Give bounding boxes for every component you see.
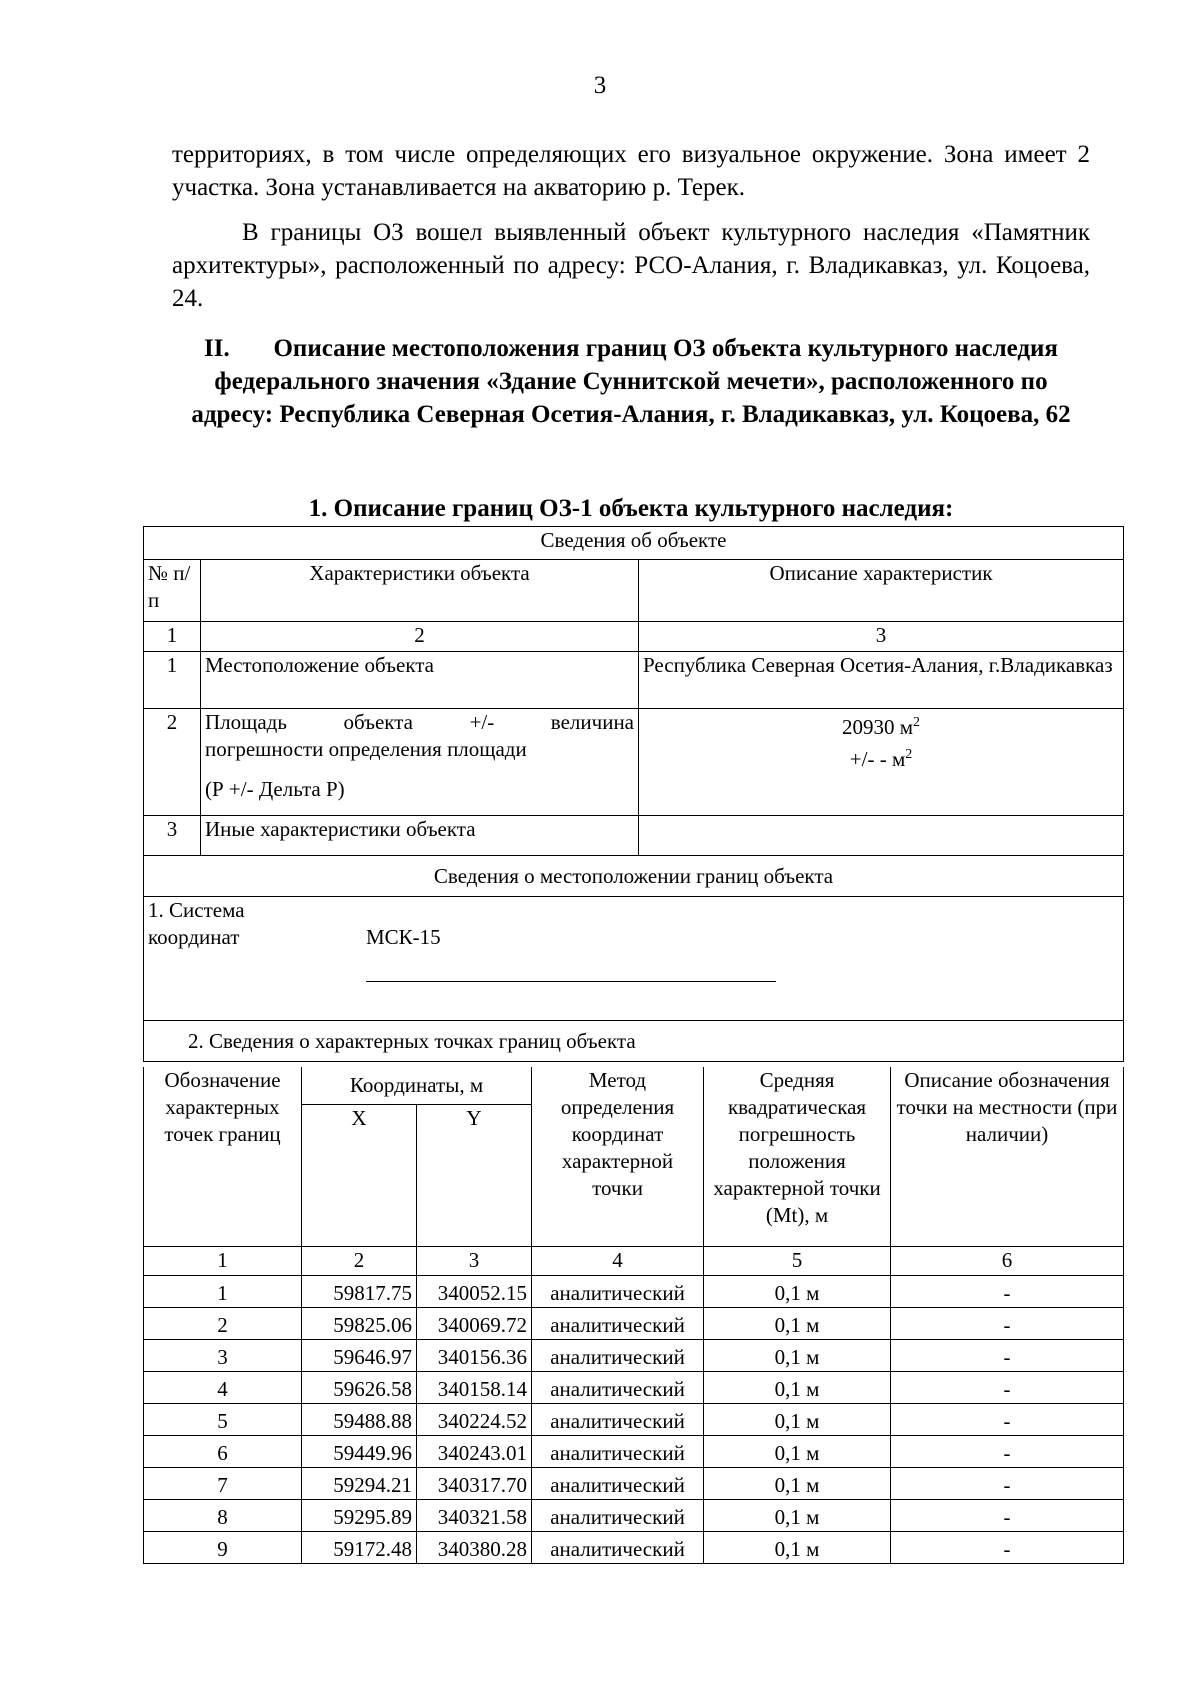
header-num: № п/п xyxy=(144,560,201,622)
object-info-caption: Сведения об объекте xyxy=(144,527,1124,560)
point-number: 7 xyxy=(144,1467,302,1499)
point-method: аналитический xyxy=(532,1307,704,1339)
coordinate-system-cell xyxy=(144,897,1124,1021)
points-body xyxy=(144,1275,1124,1563)
point-method: аналитический xyxy=(532,1339,704,1371)
point-x: 59626.58 xyxy=(302,1371,417,1403)
area-value: 20930 м xyxy=(841,715,914,739)
point-y: 340052.15 xyxy=(417,1275,532,1307)
intro-paragraph-2: В границы ОЗ вошел выявленный объект культурного наследия «Памятник архитектуры», расположенный по адресу: РСО-Алания, г. Владикавказ, ул. Коцоева, 24. xyxy=(172,219,1090,312)
point-error: 0,1 м xyxy=(704,1499,891,1531)
coord-system-underline xyxy=(366,951,776,982)
row-num: 1 xyxy=(144,652,201,709)
coord-system-label-1: 1. Система xyxy=(148,898,245,922)
point-description: - xyxy=(891,1467,1124,1499)
point-x: 59295.89 xyxy=(302,1499,417,1531)
header-characteristics: Характеристики объекта xyxy=(201,560,639,622)
point-number: 9 xyxy=(144,1531,302,1563)
point-description: - xyxy=(891,1499,1124,1531)
row-characteristic: Местоположение объекта xyxy=(201,652,639,709)
section-title-text: Описание местоположения границ ОЗ объекта культурного наследия федерального значения «Здание Суннитской мечети», расположенного по адресу: Республика Северная Осетия-Алания, г. Владикавказ, ул. Коцоева, 62 xyxy=(191,335,1071,428)
col-number: 4 xyxy=(532,1246,704,1275)
point-error: 0,1 м xyxy=(704,1275,891,1307)
point-number: 6 xyxy=(144,1435,302,1467)
point-y: 340321.58 xyxy=(417,1499,532,1531)
point-method: аналитический xyxy=(532,1371,704,1403)
header-method: Метод определения координат характерной точки xyxy=(532,1067,704,1246)
header-designation: Обозначение характерных точек границ xyxy=(144,1067,302,1246)
col-number: 5 xyxy=(704,1246,891,1275)
point-method: аналитический xyxy=(532,1435,704,1467)
header-coordinates: Координаты, м xyxy=(302,1067,532,1104)
point-error: 0,1 м xyxy=(704,1339,891,1371)
area-line-1: Площадь объекта +/- величина xyxy=(205,710,634,734)
table-row xyxy=(144,1339,1124,1371)
point-y: 340380.28 xyxy=(417,1531,532,1563)
point-method: аналитический xyxy=(532,1403,704,1435)
table-row xyxy=(144,1307,1124,1339)
point-error: 0,1 м xyxy=(704,1435,891,1467)
point-error: 0,1 м xyxy=(704,1531,891,1563)
area-line-2: погрешности определения площади xyxy=(205,737,527,761)
points-table xyxy=(143,1067,1124,1564)
point-description: - xyxy=(891,1435,1124,1467)
point-description: - xyxy=(891,1531,1124,1563)
point-error: 0,1 м xyxy=(704,1307,891,1339)
point-number: 2 xyxy=(144,1307,302,1339)
point-x: 59488.88 xyxy=(302,1403,417,1435)
point-x: 59172.48 xyxy=(302,1531,417,1563)
table-row xyxy=(144,1371,1124,1403)
point-description: - xyxy=(891,1339,1124,1371)
point-description: - xyxy=(891,1275,1124,1307)
point-number: 1 xyxy=(144,1275,302,1307)
intro-paragraph-1: территориях, в том числе определяющих его визуальное окружение. Зона имеет 2 участка. Зона устанавливается на акваторию р. Терек. xyxy=(172,141,1090,201)
point-y: 340317.70 xyxy=(417,1467,532,1499)
point-x: 59294.21 xyxy=(302,1467,417,1499)
header-point-description: Описание обозначения точки на местности (при наличии) xyxy=(891,1067,1124,1246)
table-row xyxy=(144,1467,1124,1499)
header-error: Средняя квадратическая погрешность положения характерной точки (Mt), м xyxy=(704,1067,891,1246)
point-number: 5 xyxy=(144,1403,302,1435)
point-x: 59646.97 xyxy=(302,1339,417,1371)
area-unit-sup: 2 xyxy=(913,715,921,730)
area-line-3: (Р +/- Дельта Р) xyxy=(205,777,345,801)
point-number: 3 xyxy=(144,1339,302,1371)
table-row xyxy=(144,1403,1124,1435)
row-description xyxy=(639,709,1124,816)
row-num: 3 xyxy=(144,816,201,856)
row-num: 2 xyxy=(144,709,201,816)
point-description: - xyxy=(891,1403,1124,1435)
header-description: Описание характеристик xyxy=(639,560,1124,622)
col-number: 1 xyxy=(144,1246,302,1275)
header-y: Y xyxy=(417,1104,532,1246)
location-caption: Сведения о местоположении границ объекта xyxy=(144,856,1124,897)
table-row xyxy=(144,1435,1124,1467)
points-caption: 2. Сведения о характерных точках границ объекта xyxy=(144,1021,1124,1062)
point-description: - xyxy=(891,1371,1124,1403)
row-characteristic xyxy=(201,709,639,816)
col-number: 6 xyxy=(891,1246,1124,1275)
point-y: 340243.01 xyxy=(417,1435,532,1467)
area-error-unit-sup: 2 xyxy=(905,747,913,762)
point-y: 340158.14 xyxy=(417,1371,532,1403)
point-description: - xyxy=(891,1307,1124,1339)
point-method: аналитический xyxy=(532,1499,704,1531)
point-method: аналитический xyxy=(532,1531,704,1563)
col-number: 3 xyxy=(417,1246,532,1275)
row-description: Республика Северная Осетия-Алания, г.Владикавказ xyxy=(639,652,1124,709)
point-y: 340069.72 xyxy=(417,1307,532,1339)
point-error: 0,1 м xyxy=(704,1371,891,1403)
point-y: 340224.52 xyxy=(417,1403,532,1435)
section-title xyxy=(172,332,1090,431)
coord-system-value: МСК-15 xyxy=(366,925,441,949)
table-row xyxy=(144,1275,1124,1307)
point-x: 59449.96 xyxy=(302,1435,417,1467)
table-row xyxy=(144,1499,1124,1531)
point-y: 340156.36 xyxy=(417,1339,532,1371)
area-error: +/- - м xyxy=(849,747,906,771)
coord-system-label-2: координат xyxy=(148,925,240,949)
point-x: 59825.06 xyxy=(302,1307,417,1339)
row-characteristic: Иные характеристики объекта xyxy=(201,816,639,856)
section-numeral: II. xyxy=(204,335,230,362)
point-number: 4 xyxy=(144,1371,302,1403)
point-error: 0,1 м xyxy=(704,1403,891,1435)
col-number: 1 xyxy=(144,622,201,652)
point-number: 8 xyxy=(144,1499,302,1531)
col-number: 2 xyxy=(201,622,639,652)
point-x: 59817.75 xyxy=(302,1275,417,1307)
point-method: аналитический xyxy=(532,1275,704,1307)
table-row xyxy=(144,1531,1124,1563)
subsection-title: 1. Описание границ ОЗ-1 объекта культурного наследия: xyxy=(308,495,954,522)
header-x: X xyxy=(302,1104,417,1246)
col-number: 3 xyxy=(639,622,1124,652)
point-method: аналитический xyxy=(532,1467,704,1499)
point-error: 0,1 м xyxy=(704,1467,891,1499)
col-number: 2 xyxy=(302,1246,417,1275)
row-description xyxy=(639,816,1124,856)
object-info-table xyxy=(143,526,1124,1062)
page-number: 3 xyxy=(593,72,607,99)
